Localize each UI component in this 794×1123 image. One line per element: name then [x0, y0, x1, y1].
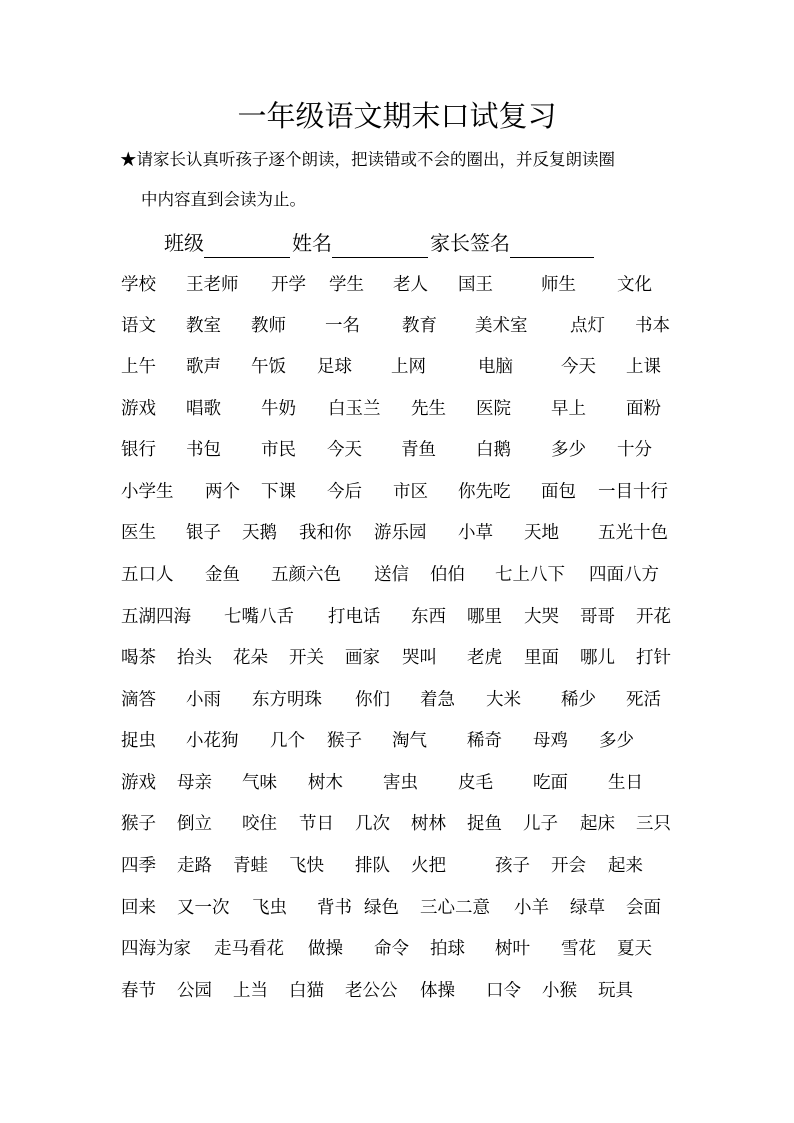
- word-row: [0, 643, 794, 673]
- vocab-word: 五光十色: [598, 523, 668, 543]
- vocab-word: 小花狗: [186, 731, 239, 751]
- vocab-word: 上网: [391, 357, 426, 377]
- vocab-word: 倒立: [177, 814, 212, 834]
- vocab-word: 起来: [608, 856, 643, 876]
- word-row: [0, 934, 794, 964]
- vocab-word: 银子: [186, 523, 221, 543]
- vocab-word: 淘气: [392, 731, 427, 751]
- name-label: 姓名: [292, 231, 332, 255]
- vocab-word: 一目十行: [598, 482, 668, 502]
- vocab-word: 点灯: [570, 316, 605, 336]
- vocab-word: 排队: [355, 856, 390, 876]
- vocab-word: 命令: [374, 939, 409, 959]
- vocab-word: 母亲: [177, 773, 212, 793]
- vocab-word: 老虎: [467, 648, 502, 668]
- instruction-line-2: 中内容直到会读为止。: [141, 190, 306, 209]
- vocab-word: 师生: [541, 275, 576, 295]
- vocab-word: 市民: [261, 440, 296, 460]
- word-row: [0, 518, 794, 548]
- vocab-word: 春节: [121, 981, 156, 1001]
- word-row: [0, 477, 794, 507]
- vocab-word: 玩具: [598, 981, 633, 1001]
- word-row: [0, 394, 794, 424]
- vocab-word: 起床: [580, 814, 615, 834]
- vocab-word: 学校: [121, 275, 156, 295]
- vocab-word: 两个: [205, 482, 240, 502]
- signature-line: [164, 228, 596, 258]
- vocab-word: 小学生: [121, 482, 174, 502]
- vocab-word: 大米: [486, 690, 521, 710]
- vocab-word: 我和你: [299, 523, 352, 543]
- vocab-word: 口令: [486, 981, 521, 1001]
- vocab-word: 老公公: [345, 981, 398, 1001]
- vocab-word: 回来: [121, 898, 156, 918]
- vocab-word: 唱歌: [186, 399, 221, 419]
- word-row: [0, 352, 794, 382]
- vocab-word: 多少: [551, 440, 586, 460]
- vocab-word: 书本: [635, 316, 670, 336]
- word-row: [0, 726, 794, 756]
- vocab-word: 稀少: [561, 690, 596, 710]
- vocab-word: 着急: [420, 690, 455, 710]
- vocab-word: 今后: [327, 482, 362, 502]
- vocab-word: 绿草: [570, 898, 605, 918]
- vocab-word: 游乐园: [374, 523, 427, 543]
- vocab-word: 东西: [411, 607, 446, 627]
- vocab-word: 几次: [355, 814, 390, 834]
- vocab-word: 银行: [121, 440, 156, 460]
- vocab-word: 天鹅: [242, 523, 277, 543]
- vocab-word: 三心二意: [420, 898, 490, 918]
- vocab-word: 里面: [524, 648, 559, 668]
- vocab-word: 捉鱼: [467, 814, 502, 834]
- vocab-word: 树叶: [495, 939, 530, 959]
- vocab-word: 医院: [476, 399, 511, 419]
- vocab-word: 皮毛: [458, 773, 493, 793]
- word-row: [0, 560, 794, 590]
- class-label: 班级: [164, 231, 204, 255]
- vocab-word: 白玉兰: [328, 399, 381, 419]
- vocab-word: 几个: [270, 731, 305, 751]
- vocab-word: 火把: [411, 856, 446, 876]
- vocab-word: 做操: [308, 939, 343, 959]
- vocab-word: 天地: [524, 523, 559, 543]
- vocab-word: 生日: [608, 773, 643, 793]
- vocab-word: 开学: [271, 275, 306, 295]
- vocab-word: 背书: [317, 898, 352, 918]
- vocab-word: 滴答: [121, 690, 156, 710]
- vocab-word: 儿子: [523, 814, 558, 834]
- vocab-word: 树木: [308, 773, 343, 793]
- vocab-word: 一名: [325, 316, 360, 336]
- word-row: [0, 893, 794, 923]
- vocab-word: 牛奶: [261, 399, 296, 419]
- vocab-word: 上当: [233, 981, 268, 1001]
- vocab-word: 电脑: [478, 357, 513, 377]
- word-row: [0, 685, 794, 715]
- vocab-word: 面粉: [626, 399, 661, 419]
- vocab-word: 你先吃: [458, 482, 511, 502]
- vocab-word: 青蛙: [233, 856, 268, 876]
- vocab-word: 多少: [599, 731, 634, 751]
- vocab-word: 花朵: [233, 648, 268, 668]
- vocab-word: 语文: [121, 316, 156, 336]
- vocab-word: 王老师: [186, 275, 239, 295]
- word-row: [0, 809, 794, 839]
- vocab-word: 五湖四海: [121, 607, 191, 627]
- vocab-word: 上课: [626, 357, 661, 377]
- vocab-word: 今天: [561, 357, 596, 377]
- vocab-word: 游戏: [121, 399, 156, 419]
- vocab-word: 书包: [186, 440, 221, 460]
- word-row: [0, 311, 794, 341]
- vocab-word: 猴子: [327, 731, 362, 751]
- vocab-word: 歌声: [186, 357, 221, 377]
- word-row: [0, 976, 794, 1006]
- vocab-word: 打电话: [328, 607, 381, 627]
- word-row: [0, 270, 794, 300]
- vocab-word: 打针: [636, 648, 671, 668]
- vocab-word: 拍球: [430, 939, 465, 959]
- vocab-word: 体操: [420, 981, 455, 1001]
- vocab-word: 节日: [299, 814, 334, 834]
- vocab-word: 飞快: [289, 856, 324, 876]
- vocab-word: 教育: [402, 316, 437, 336]
- vocab-word: 开关: [289, 648, 324, 668]
- vocab-word: 教师: [251, 316, 286, 336]
- vocab-word: 三只: [636, 814, 671, 834]
- vocab-word: 公园: [177, 981, 212, 1001]
- word-row: [0, 851, 794, 881]
- vocab-word: 开花: [636, 607, 671, 627]
- vocab-word: 绿色: [364, 898, 399, 918]
- word-row: [0, 602, 794, 632]
- vocab-word: 哥哥: [580, 607, 615, 627]
- vocab-word: 文化: [617, 275, 652, 295]
- vocab-word: 喝茶: [121, 648, 156, 668]
- vocab-word: 咬住: [242, 814, 277, 834]
- vocab-word: 气味: [242, 773, 277, 793]
- vocab-word: 走路: [177, 856, 212, 876]
- vocab-word: 大哭: [524, 607, 559, 627]
- vocab-word: 教室: [186, 316, 221, 336]
- vocab-word: 老人: [393, 275, 428, 295]
- name-blank[interactable]: [332, 235, 428, 258]
- vocab-word: 孩子: [495, 856, 530, 876]
- vocab-word: 捉虫: [121, 731, 156, 751]
- vocab-word: 雪花: [561, 939, 596, 959]
- vocab-word: 七上八下: [495, 565, 565, 585]
- vocab-word: 早上: [551, 399, 586, 419]
- vocab-word: 害虫: [383, 773, 418, 793]
- word-row: [0, 435, 794, 465]
- vocab-word: 下课: [261, 482, 296, 502]
- vocab-word: 死活: [626, 690, 661, 710]
- vocab-word: 哭叫: [402, 648, 437, 668]
- vocab-word: 医生: [121, 523, 156, 543]
- vocab-word: 树林: [411, 814, 446, 834]
- vocab-word: 美术室: [475, 316, 528, 336]
- vocab-word: 母鸡: [533, 731, 568, 751]
- vocab-word: 开会: [551, 856, 586, 876]
- vocab-word: 今天: [327, 440, 362, 460]
- vocab-word: 东方明珠: [252, 690, 322, 710]
- vocab-word: 稀奇: [467, 731, 502, 751]
- vocab-word: 四海为家: [121, 939, 191, 959]
- vocab-word: 四面八方: [589, 565, 659, 585]
- parent-signature-label: 家长签名: [430, 231, 510, 255]
- vocab-word: 国王: [458, 275, 493, 295]
- vocab-word: 画家: [345, 648, 380, 668]
- vocab-word: 你们: [355, 690, 390, 710]
- vocab-word: 又一次: [177, 898, 230, 918]
- vocab-word: 会面: [626, 898, 661, 918]
- vocab-word: 足球: [317, 357, 352, 377]
- vocab-word: 游戏: [121, 773, 156, 793]
- vocab-word: 猴子: [121, 814, 156, 834]
- page-title: 一年级语文期末口试复习: [237, 99, 557, 133]
- vocab-word: 七嘴八舌: [224, 607, 294, 627]
- vocab-word: 哪儿: [580, 648, 615, 668]
- vocab-word: 白猫: [289, 981, 324, 1001]
- vocab-word: 夏天: [617, 939, 652, 959]
- vocab-word: 小羊: [514, 898, 549, 918]
- vocab-word: 伯伯: [430, 565, 465, 585]
- vocab-word: 五口人: [121, 565, 174, 585]
- instruction-line-1: ★请家长认真听孩子逐个朗读，把读错或不会的圈出，并反复朗读圈: [120, 150, 615, 169]
- parent-signature-blank[interactable]: [510, 235, 594, 258]
- vocab-word: 走马看花: [214, 939, 284, 959]
- vocab-word: 送信: [374, 565, 409, 585]
- vocab-word: 小猴: [542, 981, 577, 1001]
- vocab-word: 面包: [541, 482, 576, 502]
- vocab-word: 五颜六色: [271, 565, 341, 585]
- word-row: [0, 768, 794, 798]
- vocab-word: 市区: [393, 482, 428, 502]
- vocab-word: 小雨: [186, 690, 221, 710]
- vocab-word: 十分: [617, 440, 652, 460]
- class-blank[interactable]: [204, 235, 290, 258]
- vocab-word: 午饭: [251, 357, 286, 377]
- vocab-word: 上午: [121, 357, 156, 377]
- vocab-word: 吃面: [533, 773, 568, 793]
- vocab-word: 小草: [458, 523, 493, 543]
- vocab-word: 抬头: [177, 648, 212, 668]
- vocab-word: 金鱼: [205, 565, 240, 585]
- vocab-word: 四季: [121, 856, 156, 876]
- vocab-word: 学生: [329, 275, 364, 295]
- vocab-word: 白鹅: [476, 440, 511, 460]
- vocab-word: 先生: [411, 399, 446, 419]
- vocab-word: 哪里: [467, 607, 502, 627]
- vocab-word: 青鱼: [401, 440, 436, 460]
- vocab-word: 飞虫: [252, 898, 287, 918]
